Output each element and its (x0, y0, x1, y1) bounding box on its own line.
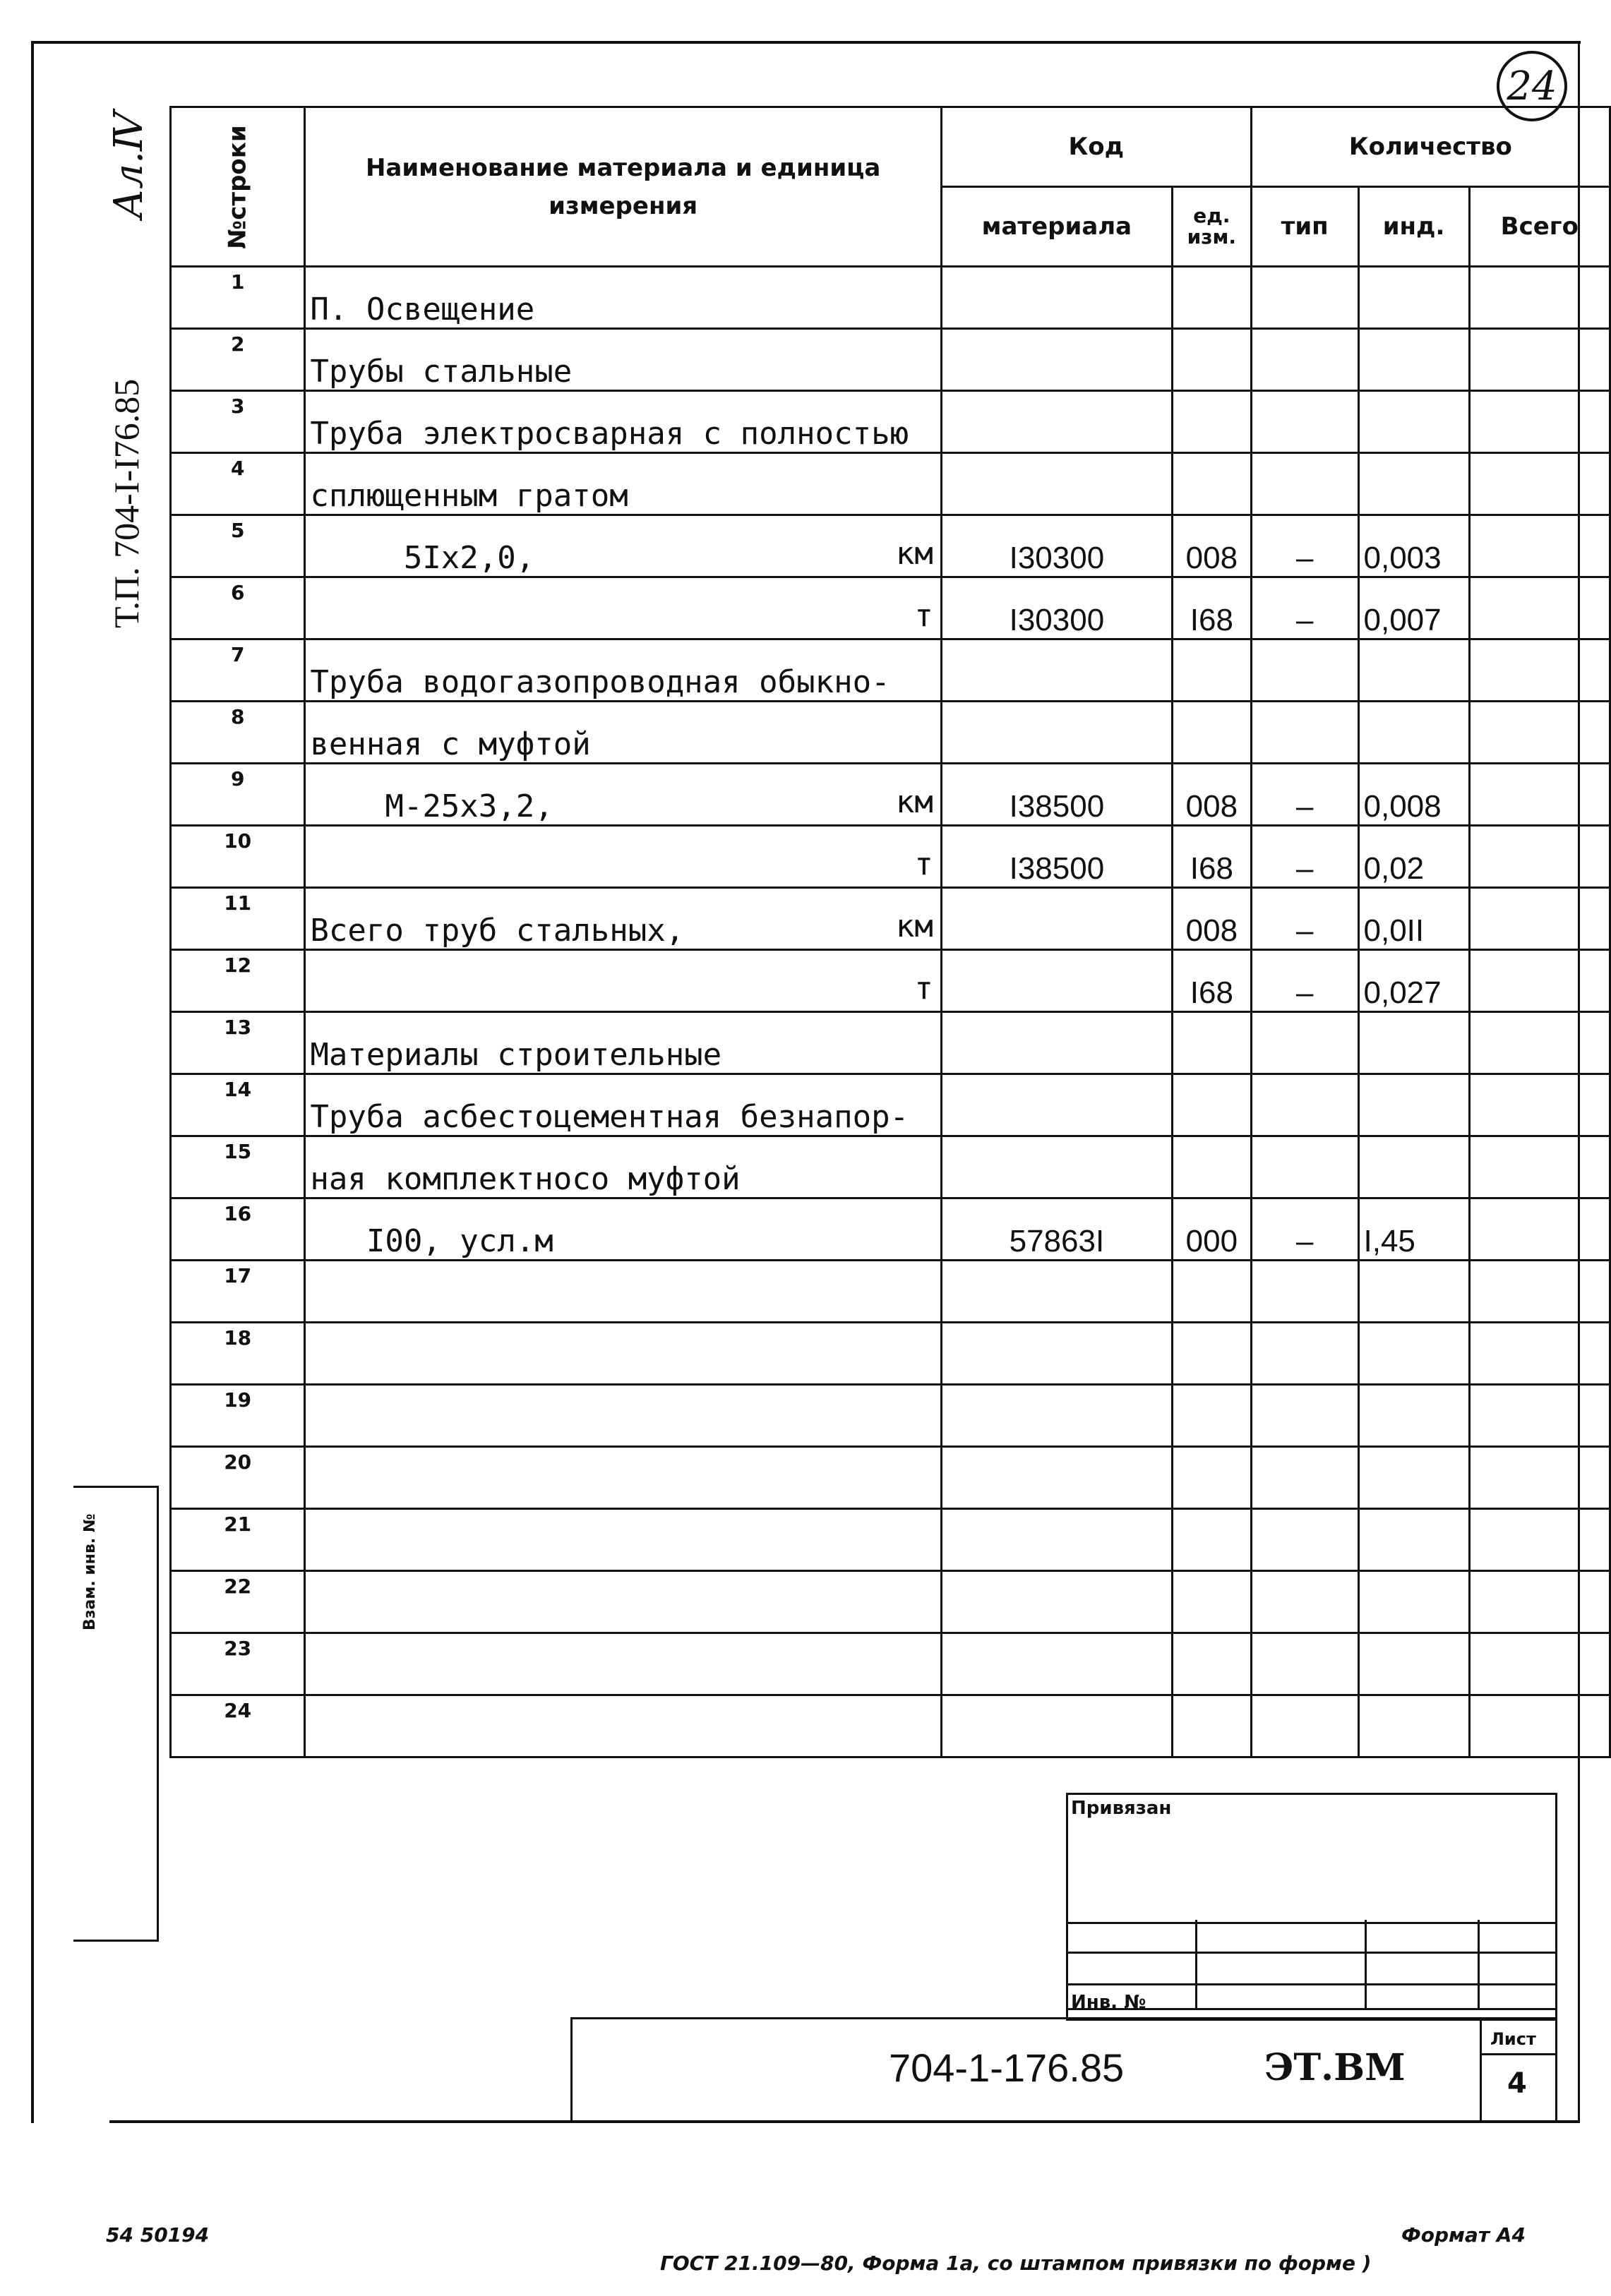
row-individual: 0,008 (1358, 764, 1469, 826)
side-document-code: Т.П. 704-I-I76.85 (107, 378, 146, 628)
row-material-name (305, 826, 942, 888)
table-row (171, 1136, 1610, 1198)
row-material-code (941, 950, 1172, 1012)
row-number: 14 (171, 1074, 305, 1136)
binding-stamp-lower (1066, 1920, 1557, 2021)
row-type (1251, 702, 1358, 764)
unit-of-measure: км (895, 536, 933, 572)
row-type (1251, 1447, 1358, 1509)
row-total (1469, 639, 1610, 702)
row-material-name (305, 764, 942, 826)
row-individual (1358, 453, 1469, 515)
row-number: 22 (171, 1571, 305, 1633)
specification-table (169, 106, 1611, 1758)
table-row (171, 453, 1610, 515)
row-type: – (1251, 1198, 1358, 1261)
table-row (171, 391, 1610, 453)
row-unit-code (1172, 702, 1251, 764)
row-unit-code (1172, 1633, 1251, 1695)
material-name-text: сплющенным гратом (310, 478, 628, 514)
row-total (1469, 391, 1610, 453)
row-individual (1358, 639, 1469, 702)
row-total (1469, 1323, 1610, 1385)
row-individual (1358, 329, 1469, 391)
table-row (171, 1695, 1610, 1757)
unit-of-measure: км (895, 784, 933, 820)
row-total (1469, 1136, 1610, 1198)
row-total (1469, 1385, 1610, 1447)
header-unit: ед. изм. (1172, 187, 1251, 267)
row-total (1469, 267, 1610, 329)
row-number: 13 (171, 1012, 305, 1074)
table-row (171, 1323, 1610, 1385)
row-material-code (941, 639, 1172, 702)
row-material-name (305, 515, 942, 577)
table-row (171, 764, 1610, 826)
row-number: 18 (171, 1323, 305, 1385)
row-individual (1358, 1323, 1469, 1385)
row-individual (1358, 1509, 1469, 1571)
row-material-name (305, 950, 942, 1012)
document-suffix: ЭТ.ВМ (1264, 2046, 1406, 2089)
table-row (171, 1509, 1610, 1571)
row-individual (1358, 1695, 1469, 1757)
inventory-number-label: Инв. № (1071, 1992, 1146, 2013)
row-material-code (941, 1385, 1172, 1447)
row-material-code (941, 453, 1172, 515)
row-material-name (305, 1136, 942, 1198)
row-individual: 0,003 (1358, 515, 1469, 577)
table-row (171, 1074, 1610, 1136)
row-individual (1358, 702, 1469, 764)
row-number: 17 (171, 1261, 305, 1323)
row-total (1469, 702, 1610, 764)
footer-gost-form: ГОСТ 21.109—80, Форма 1а, со штампом привязки по форме ) (660, 2252, 1372, 2275)
row-material-code (941, 1509, 1172, 1571)
row-type: – (1251, 950, 1358, 1012)
row-type (1251, 1633, 1358, 1695)
row-type: – (1251, 515, 1358, 577)
row-type (1251, 1571, 1358, 1633)
material-name-text: венная с муфтой (310, 726, 591, 762)
row-type (1251, 391, 1358, 453)
stamp-row-line (1068, 1952, 1555, 1954)
table-row (171, 1012, 1610, 1074)
row-material-code (941, 1571, 1172, 1633)
row-unit-code (1172, 1509, 1251, 1571)
unit-of-measure: т (914, 970, 933, 1006)
row-number: 20 (171, 1447, 305, 1509)
row-material-code (941, 1447, 1172, 1509)
row-individual: 0,02 (1358, 826, 1469, 888)
frame-top-line (31, 41, 1581, 44)
row-material-name (305, 702, 942, 764)
sheet-number: 4 (1507, 2067, 1527, 2100)
row-material-code: 57863I (941, 1198, 1172, 1261)
table-row (171, 1633, 1610, 1695)
row-unit-code: 008 (1172, 515, 1251, 577)
table-row (171, 1571, 1610, 1633)
row-material-code (941, 391, 1172, 453)
row-total (1469, 1633, 1610, 1695)
row-material-code (941, 1323, 1172, 1385)
material-name-text: Всего труб стальных, (310, 913, 685, 949)
table-row (171, 1385, 1610, 1447)
row-material-name (305, 1198, 942, 1261)
row-unit-code: I68 (1172, 950, 1251, 1012)
row-type: – (1251, 577, 1358, 639)
header-total: Всего (1469, 187, 1610, 267)
material-name-text: ная комплектносо муфтой (310, 1161, 741, 1197)
table-row (171, 826, 1610, 888)
row-unit-code: 008 (1172, 888, 1251, 950)
row-total (1469, 888, 1610, 950)
row-type: – (1251, 764, 1358, 826)
row-material-name (305, 329, 942, 391)
row-total (1469, 453, 1610, 515)
binding-stamp (1066, 1793, 1557, 1924)
material-name-text: М-25х3,2, (310, 788, 553, 824)
row-material-code: I38500 (941, 764, 1172, 826)
row-material-code (941, 1261, 1172, 1323)
row-material-name (305, 1447, 942, 1509)
row-unit-code: 000 (1172, 1198, 1251, 1261)
row-individual (1358, 1261, 1469, 1323)
table-row (171, 1261, 1610, 1323)
row-material-name (305, 888, 942, 950)
table-row (171, 1447, 1610, 1509)
row-number: 12 (171, 950, 305, 1012)
row-number: 10 (171, 826, 305, 888)
row-individual (1358, 1571, 1469, 1633)
row-material-name (305, 639, 942, 702)
circled-sheet-number: 24 (1497, 51, 1567, 121)
table-row (171, 267, 1610, 329)
row-total (1469, 1012, 1610, 1074)
row-type (1251, 267, 1358, 329)
stamp-column-line (1365, 1920, 1367, 2008)
material-name-text: Труба водогазопроводная обыкно- (310, 664, 890, 700)
row-unit-code (1172, 453, 1251, 515)
frame-left-line (31, 41, 34, 2123)
row-number: 5 (171, 515, 305, 577)
table-row (171, 702, 1610, 764)
row-material-code (941, 702, 1172, 764)
row-material-name (305, 267, 942, 329)
table-row (171, 515, 1610, 577)
row-unit-code (1172, 1385, 1251, 1447)
side-album-number: Ал.Ⅳ (106, 112, 152, 219)
row-total (1469, 577, 1610, 639)
row-type (1251, 329, 1358, 391)
row-type (1251, 1012, 1358, 1074)
row-number: 7 (171, 639, 305, 702)
row-material-name (305, 1323, 942, 1385)
row-material-name (305, 577, 942, 639)
sheet-label: Лист (1490, 2029, 1536, 2049)
unit-of-measure: т (914, 598, 933, 634)
side-inventory-label: Взам. инв. № (81, 1513, 99, 1630)
header-material-code: материала (941, 187, 1172, 267)
row-unit-code: I68 (1172, 577, 1251, 639)
footer-archive-number: 54 50194 (106, 2223, 210, 2247)
row-unit-code (1172, 1571, 1251, 1633)
row-material-name (305, 1012, 942, 1074)
table-row (171, 950, 1610, 1012)
header-code: Код (941, 107, 1251, 187)
row-individual: I,45 (1358, 1198, 1469, 1261)
row-type: – (1251, 888, 1358, 950)
row-number: 4 (171, 453, 305, 515)
row-individual (1358, 267, 1469, 329)
row-material-name (305, 1385, 942, 1447)
stamp-column-line (1195, 1920, 1197, 2008)
row-type (1251, 1509, 1358, 1571)
row-number: 23 (171, 1633, 305, 1695)
material-name-text: Трубы стальные (310, 354, 573, 390)
table-row (171, 577, 1610, 639)
row-material-code (941, 1074, 1172, 1136)
row-individual (1358, 1385, 1469, 1447)
table-row (171, 639, 1610, 702)
header-individual: инд. (1358, 187, 1469, 267)
row-total (1469, 329, 1610, 391)
sheet-cell-divider (1482, 2053, 1557, 2055)
row-material-name (305, 1571, 942, 1633)
footer-format: Формат А4 (1401, 2223, 1526, 2247)
row-individual (1358, 1633, 1469, 1695)
row-material-code (941, 1012, 1172, 1074)
row-unit-code (1172, 1261, 1251, 1323)
row-type (1251, 1261, 1358, 1323)
material-name-text: 5Iх2,0, (310, 540, 535, 576)
row-individual (1358, 391, 1469, 453)
row-number: 1 (171, 267, 305, 329)
row-individual: 0,0II (1358, 888, 1469, 950)
sheet-cell (1480, 2019, 1557, 2122)
row-total (1469, 1447, 1610, 1509)
row-number: 24 (171, 1695, 305, 1757)
row-unit-code (1172, 1323, 1251, 1385)
row-type: – (1251, 826, 1358, 888)
row-number: 15 (171, 1136, 305, 1198)
stamp-column-line (1478, 1920, 1480, 2008)
header-line-number: №строки (171, 107, 305, 267)
row-material-code (941, 1136, 1172, 1198)
row-type (1251, 639, 1358, 702)
row-material-code: I38500 (941, 826, 1172, 888)
stamp-row-line (1068, 1983, 1555, 1985)
row-total (1469, 1695, 1610, 1757)
row-material-code: I30300 (941, 577, 1172, 639)
row-material-name (305, 1074, 942, 1136)
binding-label: Привязан (1071, 1798, 1172, 1819)
material-name-text: Материалы строительные (310, 1037, 722, 1073)
row-unit-code: 008 (1172, 764, 1251, 826)
material-name-text: П. Освещение (310, 291, 535, 327)
row-type (1251, 1323, 1358, 1385)
table-row (171, 1198, 1610, 1261)
header-quantity: Количество (1251, 107, 1610, 187)
row-individual (1358, 1447, 1469, 1509)
row-type (1251, 1136, 1358, 1198)
row-individual (1358, 1074, 1469, 1136)
row-unit-code (1172, 1695, 1251, 1757)
row-unit-code (1172, 267, 1251, 329)
row-unit-code: I68 (1172, 826, 1251, 888)
row-unit-code (1172, 1136, 1251, 1198)
row-unit-code (1172, 1074, 1251, 1136)
row-material-name (305, 1633, 942, 1695)
unit-of-measure: т (914, 846, 933, 882)
row-total (1469, 515, 1610, 577)
row-number: 3 (171, 391, 305, 453)
row-total (1469, 1198, 1610, 1261)
row-unit-code (1172, 1012, 1251, 1074)
row-total (1469, 1261, 1610, 1323)
row-individual (1358, 1012, 1469, 1074)
row-unit-code (1172, 391, 1251, 453)
row-total (1469, 764, 1610, 826)
material-name-text: Труба асбестоцементная безнапор- (310, 1099, 909, 1135)
document-code: 704-1-176.85 (889, 2045, 1125, 2090)
row-unit-code (1172, 1447, 1251, 1509)
table-row (171, 888, 1610, 950)
material-name-text: I00, усл.м (310, 1223, 553, 1259)
row-number: 2 (171, 329, 305, 391)
row-material-code (941, 329, 1172, 391)
row-number: 6 (171, 577, 305, 639)
row-number: 11 (171, 888, 305, 950)
row-type (1251, 453, 1358, 515)
row-number: 16 (171, 1198, 305, 1261)
row-material-name (305, 1509, 942, 1571)
table-row (171, 329, 1610, 391)
title-block (570, 2017, 1557, 2122)
row-total (1469, 826, 1610, 888)
row-material-code (941, 267, 1172, 329)
row-type (1251, 1695, 1358, 1757)
row-type (1251, 1385, 1358, 1447)
row-material-code (941, 888, 1172, 950)
unit-of-measure: км (895, 908, 933, 944)
row-number: 8 (171, 702, 305, 764)
row-number: 19 (171, 1385, 305, 1447)
material-name-text: Труба электросварная с полностью (310, 416, 909, 452)
row-material-name (305, 1261, 942, 1323)
table-header-row-top (171, 107, 1610, 187)
row-material-name (305, 391, 942, 453)
row-unit-code (1172, 329, 1251, 391)
row-total (1469, 950, 1610, 1012)
row-number: 21 (171, 1509, 305, 1571)
row-material-code (941, 1695, 1172, 1757)
row-total (1469, 1074, 1610, 1136)
row-total (1469, 1571, 1610, 1633)
row-type (1251, 1074, 1358, 1136)
row-material-code: I30300 (941, 515, 1172, 577)
row-individual (1358, 1136, 1469, 1198)
row-unit-code (1172, 639, 1251, 702)
row-material-code (941, 1633, 1172, 1695)
row-material-name (305, 453, 942, 515)
header-type: тип (1251, 187, 1358, 267)
header-material-name: Наименование материала и единица измерения (305, 107, 942, 267)
row-individual: 0,027 (1358, 950, 1469, 1012)
row-individual: 0,007 (1358, 577, 1469, 639)
row-material-name (305, 1695, 942, 1757)
row-total (1469, 1509, 1610, 1571)
row-number: 9 (171, 764, 305, 826)
